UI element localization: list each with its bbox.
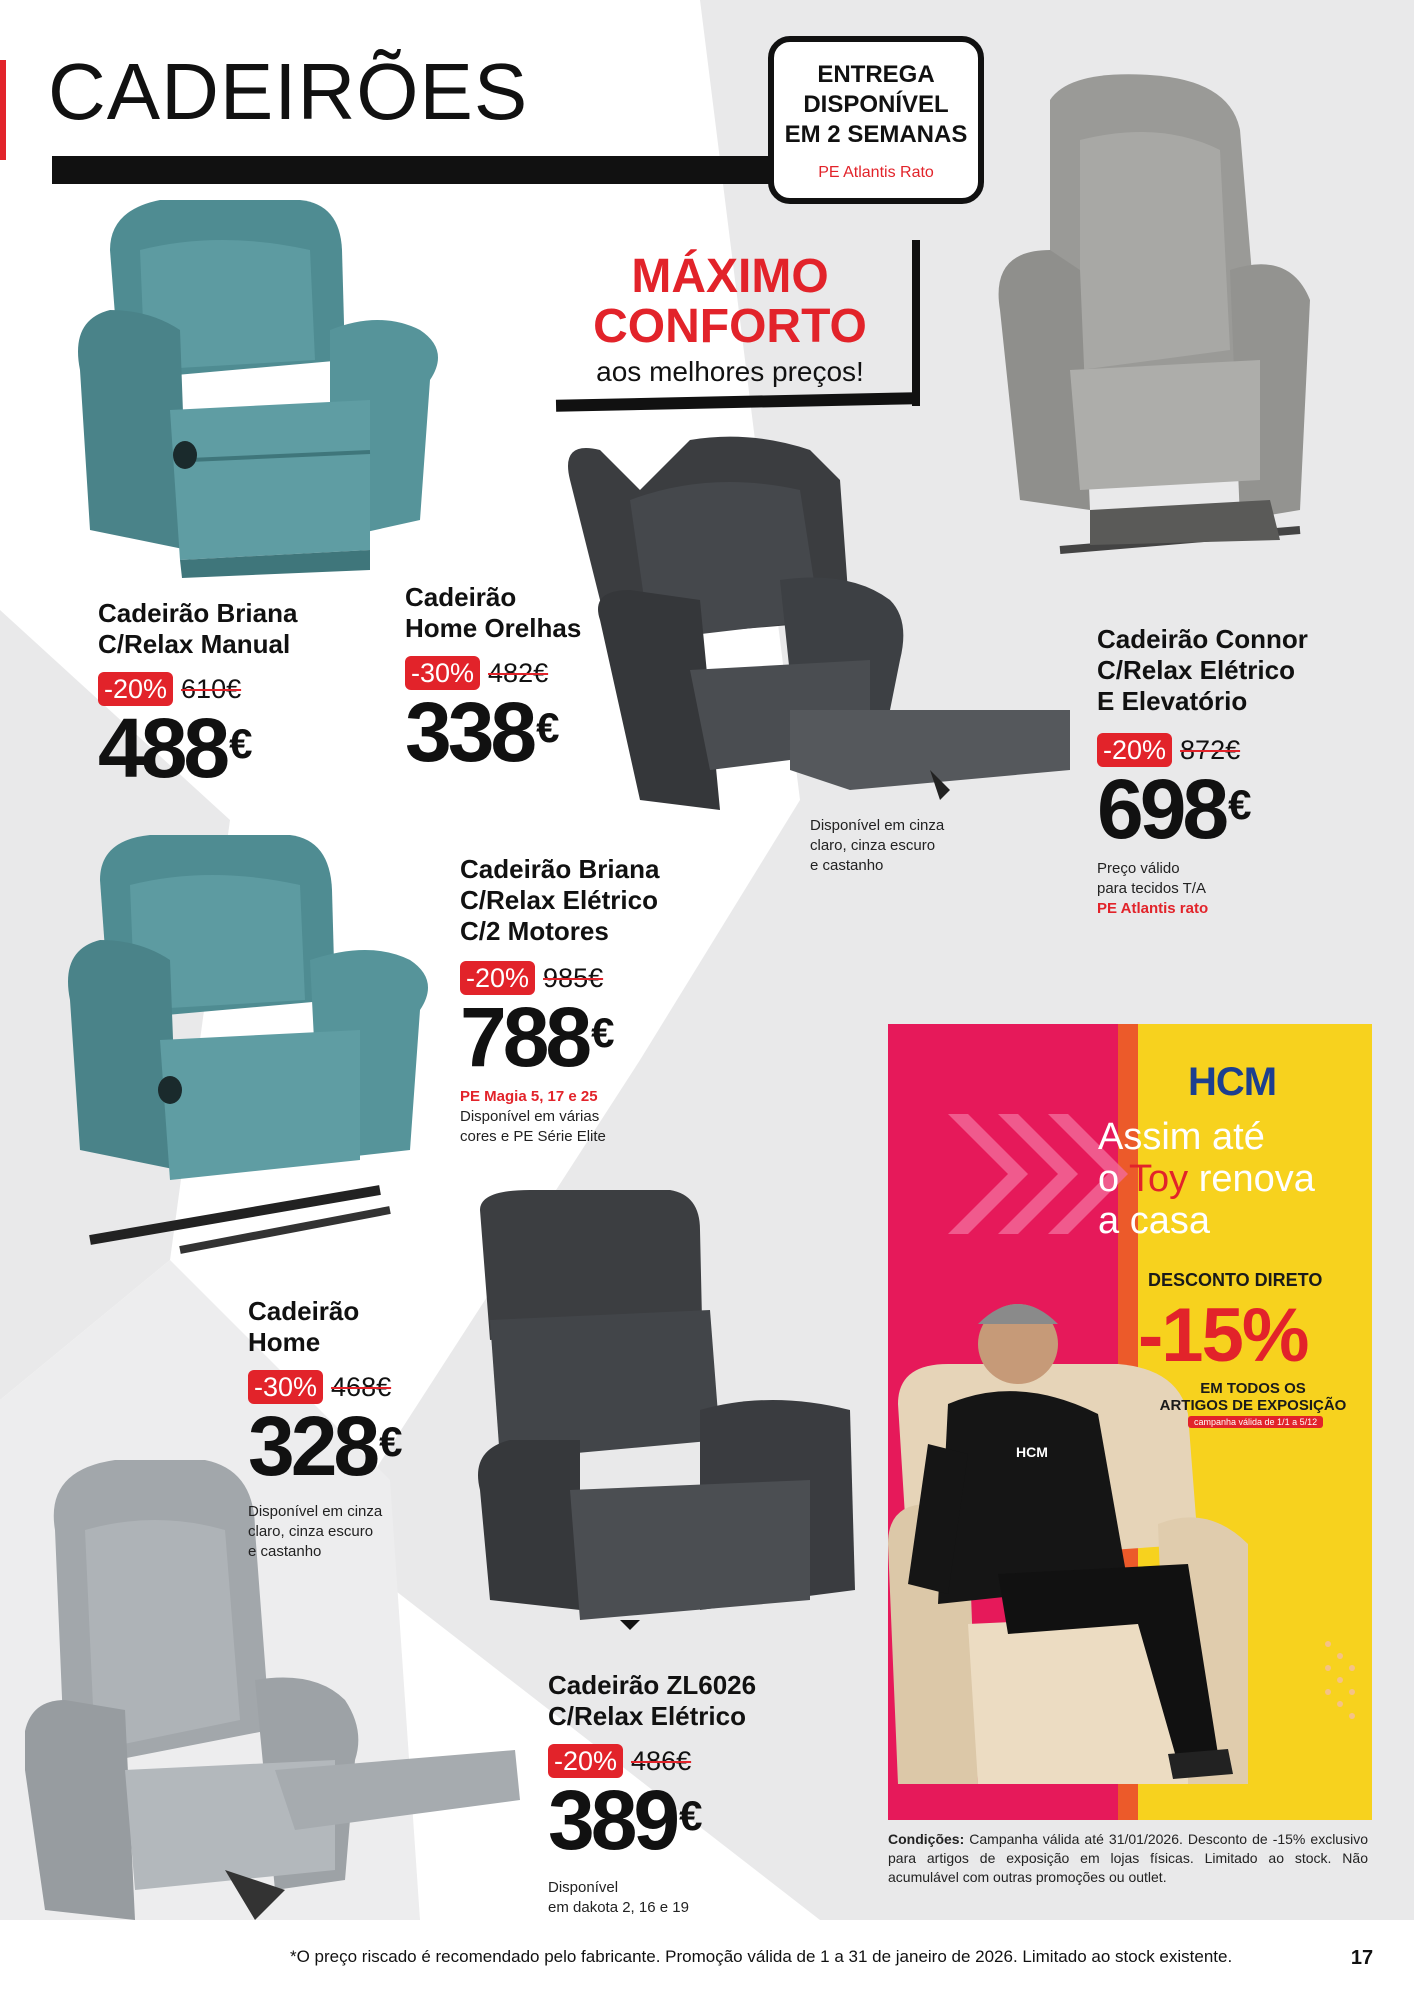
note-line2: para tecidos T/A [1097, 880, 1206, 897]
product-home [248, 1296, 403, 1562]
headline-bar-right [912, 240, 920, 406]
product-zl6026 [548, 1670, 756, 1918]
red-edge-accent [0, 60, 6, 160]
product-name-line2: C/Relax Elétrico [460, 885, 658, 915]
promo-headline [1098, 1116, 1315, 1242]
note-line1: Disponível [548, 1879, 619, 1896]
chair-briana-eletrico-image [60, 830, 460, 1270]
old-price: 872€ [1180, 734, 1241, 765]
price-currency: € [379, 1418, 403, 1465]
price-currency: € [1228, 781, 1252, 828]
promo-sub-line1: EM TODOS OS [1200, 1380, 1306, 1397]
note-line2: em dakota 2, 16 e 19 [548, 1899, 689, 1916]
discount-badge: -20% [1097, 733, 1172, 767]
headline-line3: aos melhores preços! [596, 356, 864, 387]
product-connor [1097, 624, 1308, 919]
delivery-badge [768, 36, 984, 204]
product-name-line3: E Elevatório [1097, 686, 1248, 716]
promo-conditions [888, 1830, 1368, 1887]
price [548, 1773, 756, 1867]
price [405, 685, 581, 779]
promo-line2-toy: Toy [1129, 1158, 1189, 1200]
discount-badge: -20% [460, 961, 535, 995]
discount-badge: -20% [98, 672, 173, 706]
note-home-orelhas [810, 816, 944, 876]
product-name-line1: Cadeirão Connor [1097, 624, 1308, 654]
product-home-orelhas [405, 582, 582, 779]
product-name-line1: Cadeirão [248, 1296, 360, 1326]
note-line3: e castanho [810, 857, 884, 874]
note-line1: Disponível em cinza [248, 1503, 383, 1520]
discount-badge: -20% [548, 1744, 623, 1778]
price-value: 328 [248, 1399, 377, 1493]
price-currency: € [679, 1792, 703, 1839]
product-name-line2: Home [248, 1327, 321, 1357]
headline-line2: CONFORTO [593, 300, 867, 353]
chair-connor-image [970, 70, 1350, 570]
price-value: 698 [1097, 762, 1226, 856]
chair-briana-manual-image [70, 190, 480, 580]
note-red: PE Atlantis rato [1097, 900, 1209, 917]
promo-line2-c: renova [1188, 1158, 1315, 1200]
product-name-line2: C/Relax Manual [98, 629, 291, 659]
hcm-logo: HCM [1188, 1060, 1277, 1104]
headline-block [560, 240, 920, 410]
price-value: 488 [98, 701, 227, 795]
promo-validity: campanha válida de 1/1 a 5/12 [1188, 1416, 1323, 1428]
note-line1: Preço válido [1097, 860, 1180, 877]
price [460, 990, 659, 1084]
product-name-line1: Cadeirão ZL6026 [548, 1670, 757, 1700]
product-name-line1: Cadeirão [405, 582, 517, 612]
promo-sub [1138, 1380, 1368, 1414]
price-value: 389 [548, 1773, 677, 1867]
product-name-line2: C/Relax Elétrico [1097, 655, 1295, 685]
product-briana-manual [98, 598, 298, 795]
chair-zl6026-image [470, 1190, 870, 1630]
page-title: CADEIRÕES [48, 47, 529, 136]
note-line2: claro, cinza escuro [810, 837, 936, 854]
product-briana-eletrico [460, 854, 659, 1147]
product-name-line2: Home Orelhas [405, 613, 582, 643]
delivery-sub: PE Atlantis Rato [818, 164, 934, 181]
hcm-promo-banner [888, 1024, 1372, 1820]
promo-discount: -15% [1138, 1293, 1308, 1378]
promo-sub-line2: ARTIGOS DE EXPOSIÇÃO [1159, 1397, 1347, 1414]
price [1097, 762, 1308, 856]
old-price: 985€ [543, 962, 604, 993]
product-name-line1: Cadeirão Briana [460, 854, 660, 884]
title-underline-bar [52, 156, 792, 184]
old-price: 610€ [181, 673, 242, 704]
price [98, 701, 297, 795]
price-currency: € [591, 1009, 615, 1056]
product-name-line3: C/2 Motores [460, 916, 609, 946]
note-line2: claro, cinza escuro [248, 1523, 374, 1540]
price-value: 338 [405, 685, 534, 779]
delivery-line3: EM 2 SEMANAS [784, 121, 968, 148]
old-price: 486€ [631, 1745, 692, 1776]
old-price: 482€ [488, 657, 549, 688]
price [248, 1399, 403, 1493]
price-currency: € [229, 720, 253, 767]
note-line1: Disponível em cinza [810, 817, 945, 834]
page-number: 17 [1344, 1940, 1380, 1976]
product-name-line1: Cadeirão Briana [98, 598, 298, 628]
note-line3: e castanho [248, 1543, 322, 1560]
note-red: PE Magia 5, 17 e 25 [460, 1088, 598, 1105]
promo-line1: Assim até [1098, 1116, 1265, 1158]
shirt-logo: HCM [1016, 1444, 1048, 1460]
headline-line1: MÁXIMO [631, 250, 829, 303]
headline-bar-bottom [556, 392, 916, 412]
price-currency: € [536, 704, 560, 751]
promo-line2 [1098, 1158, 1315, 1200]
promo-line3: a casa [1098, 1200, 1210, 1242]
conditions-text: Campanha válida até 31/01/2026. Desconto de -15% exclusivo para artigos de exposição em lojas físicas. Limitado ao stock. Não acumulável com outras promoções ou outlet. [888, 1831, 1368, 1885]
product-name-line2: C/Relax Elétrico [548, 1701, 746, 1731]
discount-badge: -30% [248, 1370, 323, 1404]
old-price: 468€ [331, 1371, 392, 1402]
discount-badge: -30% [405, 656, 480, 690]
delivery-line2: DISPONÍVEL [803, 91, 949, 118]
price-value: 788 [460, 990, 589, 1084]
note-line1: Disponível em várias [460, 1108, 600, 1125]
promo-desconto-label: DESCONTO DIRETO [1148, 1270, 1323, 1290]
promo-line2-a: o [1098, 1158, 1130, 1200]
conditions-label: Condições: [888, 1831, 965, 1847]
note-line2: cores e PE Série Elite [460, 1128, 606, 1145]
delivery-line1: ENTREGA [817, 61, 935, 88]
footer-disclaimer: *O preço riscado é recomendado pelo fabricante. Promoção válida de 1 a 31 de janeiro de 2026. Limitado ao stock existente. [290, 1947, 1233, 1966]
